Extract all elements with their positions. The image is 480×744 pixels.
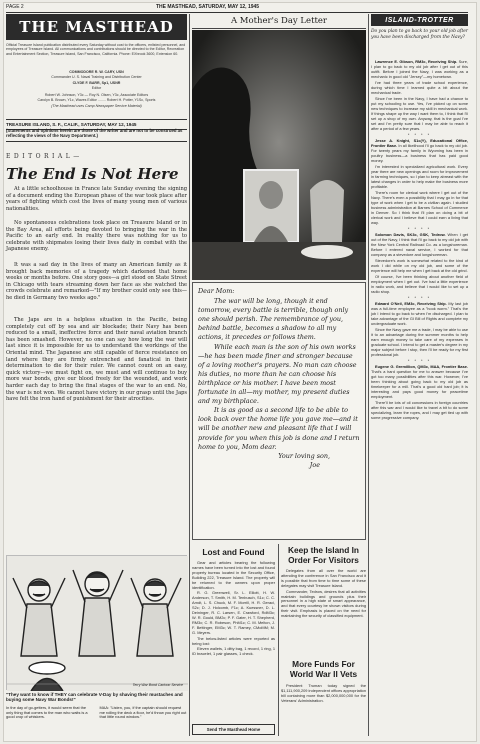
trotter-question: Do you plan to go back to your old job after you have been discharged from the Navy? bbox=[371, 29, 468, 40]
answer-text: Since I've been in the Navy, I have had a chance to put my schooling to use. Yes, I've picked up on some new techniques to increase my skill in mechanical work. If things shape up the way I want them to, I think that I'll set up a shop of my own. Anyway, that is the goal I've set and I'm pretty sure that I may be able to reach it after a period of a few years. bbox=[371, 96, 468, 131]
answer-text: Since the Navy gave me a trade, I may be able to use it to an advantage during the summer months to help earn enough money to take care of my expenses in graduate school. I intend to get a master's degree in my major subject before I stop, then I'll be ready for my first professional job. bbox=[371, 327, 468, 357]
answer-text: There's room for clerical work where I get out of the Navy. There's even a possibility that I may go in for that type of work when I get to be a civilian again. I studied business administration at Barnes School of Commerce in Denver. So I think that I'll plan on doing a bit of clerical work and I believe that I could earn a living that way. bbox=[371, 190, 468, 225]
letter-paragraph: While each man is the son of his own works—he has been made finer and stronger because of a loving mother's prayers. No man can choose his duties, no more than he can choose his birthplace or his mother. I have been most fortunate in all—my mother, my present duties and my birthplace. bbox=[198, 342, 357, 406]
keep-island-paragraph: Delegates from all over the world are attending the conference in San Francisco and it is possible that from time to time some of these delegates may visit Treasure Island. bbox=[281, 568, 366, 588]
masthead-editor: CLYDE F. BARR, Sp1, USNR bbox=[72, 81, 121, 85]
respondent-name: Jesse A. Knight, S1c(Y), Educational Office, Frontier Base. bbox=[371, 138, 468, 148]
keep-island-heading: Keep the Island In Order For Visitors bbox=[288, 545, 359, 565]
mothers-day-photo bbox=[192, 30, 366, 280]
letter-paragraph: The war will be long, though it end tomorrow, every battle is terrible, though only one should perish. The remembrance of you, behind battle, becomes a shadow to all my actions, it precedes or follows them. bbox=[198, 297, 349, 342]
respondent-name: Eugene G. Gremillion, QM3c, MAA, Frontier Base. bbox=[375, 364, 468, 369]
editorial-paragraph: The Japs are in a helpless situation in the Pacific, being completely cut off by sea and air blockade; their Navy has been reduced to a small, ineffective force and their naval aviation branch has been smashed. However, no one can say how long the war will last since it is impossible for us to understand the workings of the Oriental mind. The Japanese are still capable of fierce resistance on land where they are firmly entrenched and fanatical in their determination to die for their ruler. We cannot count on an easy, quick victory—we must fight on, we must and will continue to buy more war bonds, give our blood freely for the wounded, and work harder each day to bring the final stages of the war to an end. No, the war is not won. We cannot have victory in our grasp until the Japs have felt the iron hand of punishment for their atrocities. bbox=[6, 317, 187, 403]
handwritten-letter bbox=[192, 282, 366, 540]
editorial-kicker: E D I T O R I A L — bbox=[6, 153, 81, 160]
filler-note: MAA: "Listen, you, if the captain should request me rolling the deck a floor, he'd throw you right out that little round window." bbox=[99, 705, 187, 720]
editorial-title: The End Is Not Here bbox=[6, 165, 179, 183]
separator-stars: * * * * bbox=[407, 358, 432, 363]
lost-found-heading: Lost and Found bbox=[202, 547, 265, 557]
lost-found-paragraph: The below-listed articles were reported as being lost: bbox=[192, 635, 275, 646]
masthead-staff-note: (The Masthead uses Camp Newspaper Service Material) bbox=[51, 104, 142, 108]
masthead-editor-title: Editor bbox=[91, 86, 102, 90]
lost-found-body bbox=[192, 561, 275, 658]
editorial-paragraph: It was a sad day in the lives of many an American family as it brought back memories of a tragedy which darkened that home weeks or months before. One story goes—a girl stood on State Street in Chicago with tears streaming down her face as she watched the crowds celebrate and remarked—"If my brother could only see this—he died in Germany two weeks ago." bbox=[6, 262, 187, 301]
editorial-paragraph: No spontaneous celebrations took place on Treasure Island or in the Bay Area, all efforts being devoted to bringing the war in the Pacific to an early end. In reality there was nothing for us to celebrate with shipmates losing their lives daily in combat with the Japanese enemy. bbox=[6, 220, 187, 253]
answer-text: There'll be lots of oil concessions in foreign countries after this war and I would like to travel a bit to do some specializing, learn the ropes, and I may get tied up with some progressive company. bbox=[371, 400, 468, 420]
masthead-staff: Carolyn B. Brown, Y1c, Waves Editor ........ Robert H. Potter, Y1Sc, Sports bbox=[37, 98, 156, 102]
masthead-staff: Robert W. Johnson, Y3c — Roy N. Olsen, Y3c, Associate Editors bbox=[44, 93, 149, 97]
letter-paragraph: It is as good as a second life to be able to look back over the home life you gave me—and it will be another new and pleasant life that I will provide for you when this job is done and I return home to you, Mom dear. bbox=[198, 406, 360, 451]
respondent-name: Edward O'Neil, EM3c, Receiving Ship. bbox=[375, 301, 447, 306]
column-rule bbox=[278, 544, 279, 736]
cartoon-credit: Terry War Bond Cartoon Service bbox=[132, 683, 183, 687]
masthead-disclaimer: (Statements and opinions herein are those of the writer and are not to be construed as reflecting the views of the Navy Department.) bbox=[6, 128, 187, 142]
answer-text: Stevedore's work is somewhat related to the kind of work I did while on my old job, and some of the experience will help me when I get back at the old grind. bbox=[371, 258, 468, 273]
page-number: PAGE 2 bbox=[6, 4, 24, 10]
respondent-name: Lawrence E. Gibson, RM3c, Receiving Ship. bbox=[375, 59, 458, 64]
letter-signature: Joe bbox=[309, 460, 320, 469]
keep-island-paragraph: Commander, Tedrow, desires that all activities maintain buildings and grounds plus their personnel in a high state of smart appearance, and that every courtesy be shown visitors during their visit. Emphasis is placed on the need for maintaining the security of classified equipment. bbox=[281, 588, 366, 619]
answer-text: Sure, I plan to go back to my old job after I get out of this outfit. Before I joined the Navy, I was working as a mechanic in good old "Jersey"—my hometown. bbox=[371, 59, 468, 79]
masthead-logo bbox=[6, 14, 187, 40]
lost-found-names: R. G. Greenwell, Sr. L. Elliott, H. W. Anderson, T. Smith, H. M. Tenbusch, S1c; C. C. Arndt, L. S. Chuck, M. F. Morrill, H. R. Geraci, S2c; D. J. Holcomb, F1c; A. Kuessner, D. L. Deininger, R. C. Larsen, E. Crawford, RdM3c; W. R. Gould, BM2c; P. F. Gater, H. T. Shepherd, RM3c; C. R. Robeson, PhM1c; C. M. Melton, J. F. Bettinger, EM3c; W. T. Ramey, CMoMM; M. G. Meyers. bbox=[192, 590, 275, 635]
more-funds-body bbox=[281, 684, 366, 705]
separator-stars: * * * * bbox=[407, 226, 432, 231]
lost-found-paragraph: Eleven wallets, 1 ditty bag, 1 record, 1 ring, 1 ID bracelet, 1 pair glasses, 1 check. bbox=[192, 646, 275, 657]
keep-island-body bbox=[281, 569, 366, 620]
separator-stars: * * * * bbox=[407, 295, 432, 300]
editorial-paragraph: At a little schoolhouse in France late Sunday evening the signing of a document ending the European phase of the war took place after years of fighting which cost the lives of many young men of various nationalities. bbox=[6, 186, 187, 212]
answer-text: When I get out of the Navy, I think that I'll go back to my old job with the New York Central Railroad Co. as a longshoreman. Before I entered naval service, I worked for that company as a stevedore and longshoreman. bbox=[371, 232, 468, 257]
cartoon-notes bbox=[6, 706, 187, 720]
header-rule bbox=[6, 12, 468, 13]
column-rule bbox=[189, 14, 190, 736]
lost-found-paragraph: Gear and articles bearing the following names have been turned into the lost and found property bureau located in the Security Office, Building 222, Treasure Island. The property will be returned to the owners upon proper identification. bbox=[192, 560, 275, 590]
more-funds-paragraph: President Truman today signed the $1,111,900,209 independent offices appropriation bill containing more than $2,000,000,000 for the Veterans' Administration. bbox=[281, 683, 367, 703]
column-rule bbox=[368, 14, 369, 736]
letter-closing: Your loving son, bbox=[278, 451, 330, 460]
masthead-dateline: TREASURE ISLAND, S. F., CALIF., SATURDAY, MAY 12, 1945 bbox=[6, 119, 187, 130]
page-header-title: THE MASTHEAD, SATURDAY, MAY 12, 1945 bbox=[156, 4, 260, 10]
answer-text: I've had three years of trade school experience, during which time I learned quite a bit about the mechanical trade. bbox=[371, 80, 468, 95]
answer-text: That's a hard question for me to answer because I've got too many possibilities after this war. However, I've been thinking about going back to my old job as timekeeper for a mill. That's a good old hard job; it is interesting and pays good money for peacetime employment. bbox=[371, 369, 468, 399]
masthead-official-notice: Official Treasure Island publication distributed every Saturday without cost to the officers, enlisted personnel, and employees of Treasure Island. All communications and contributions should be directed to the Editor, Recreation and Entertainment Section, Treasure Island, San Francisco, California. Phone: EXbrook 3600, Extension 60. bbox=[6, 43, 186, 56]
letter-salutation: Dear Mom: bbox=[198, 287, 235, 295]
answer-text: My last job was a full-time employee as a "hook worm." That's the job I intend to go back to when I'm discharged. I plan to take advantage of the GI Bill of Rights and complete my undergraduate work. bbox=[371, 301, 468, 326]
separator-stars: * * * * bbox=[407, 132, 432, 137]
photo-illustration bbox=[192, 30, 366, 280]
send-masthead-home-box: Send The Masthead Home bbox=[192, 724, 275, 735]
trotter-answer bbox=[371, 59, 468, 421]
war-bond-cartoon bbox=[6, 555, 187, 690]
cartoon-illustration bbox=[7, 556, 188, 691]
respondent-name: Solomon Davis, SK3c, GSK, Tedrow. bbox=[375, 232, 446, 237]
masthead-commander-title: Commander U. S. Naval Training and Distribution Center bbox=[51, 75, 142, 79]
more-funds-heading: More Funds For World War II Vets bbox=[289, 659, 358, 679]
island-trotter-banner: ISLAND-TROTTER bbox=[371, 14, 468, 26]
masthead-commander: COMMODORE R. W. CARY, USN bbox=[69, 70, 124, 74]
answer-text: In all likelihood I'll go back to my old job. For twenty years my family in Wyoming has been in poultry business—a business that has paid good money. bbox=[371, 143, 468, 163]
answer-text: I'm interested in specialized agricultural work. Every year there are new openings and room for improvement in farming techniques, so I plan to keep abreast with the latest changes in order to help make the business more profitable. bbox=[371, 164, 468, 189]
answer-text: Of course, I've been thinking about another field of employment when I get out. I've had a little experience in radio work, and believe that I would like to set up a radio shop. bbox=[371, 274, 468, 294]
cartoon-caption: "They want to know if THEY can celebrate V-Day by shaving their mustaches and buying some Navy War Bonds!" bbox=[6, 692, 183, 703]
masthead-logo-text: THE MASTHEAD bbox=[19, 18, 174, 36]
filler-note: In the day of go-getters, it would seem that the only thing that comes to the man who waits is a good crop of whiskers. bbox=[6, 705, 88, 720]
mothers-day-title: A Mother's Day Letter bbox=[192, 16, 366, 29]
